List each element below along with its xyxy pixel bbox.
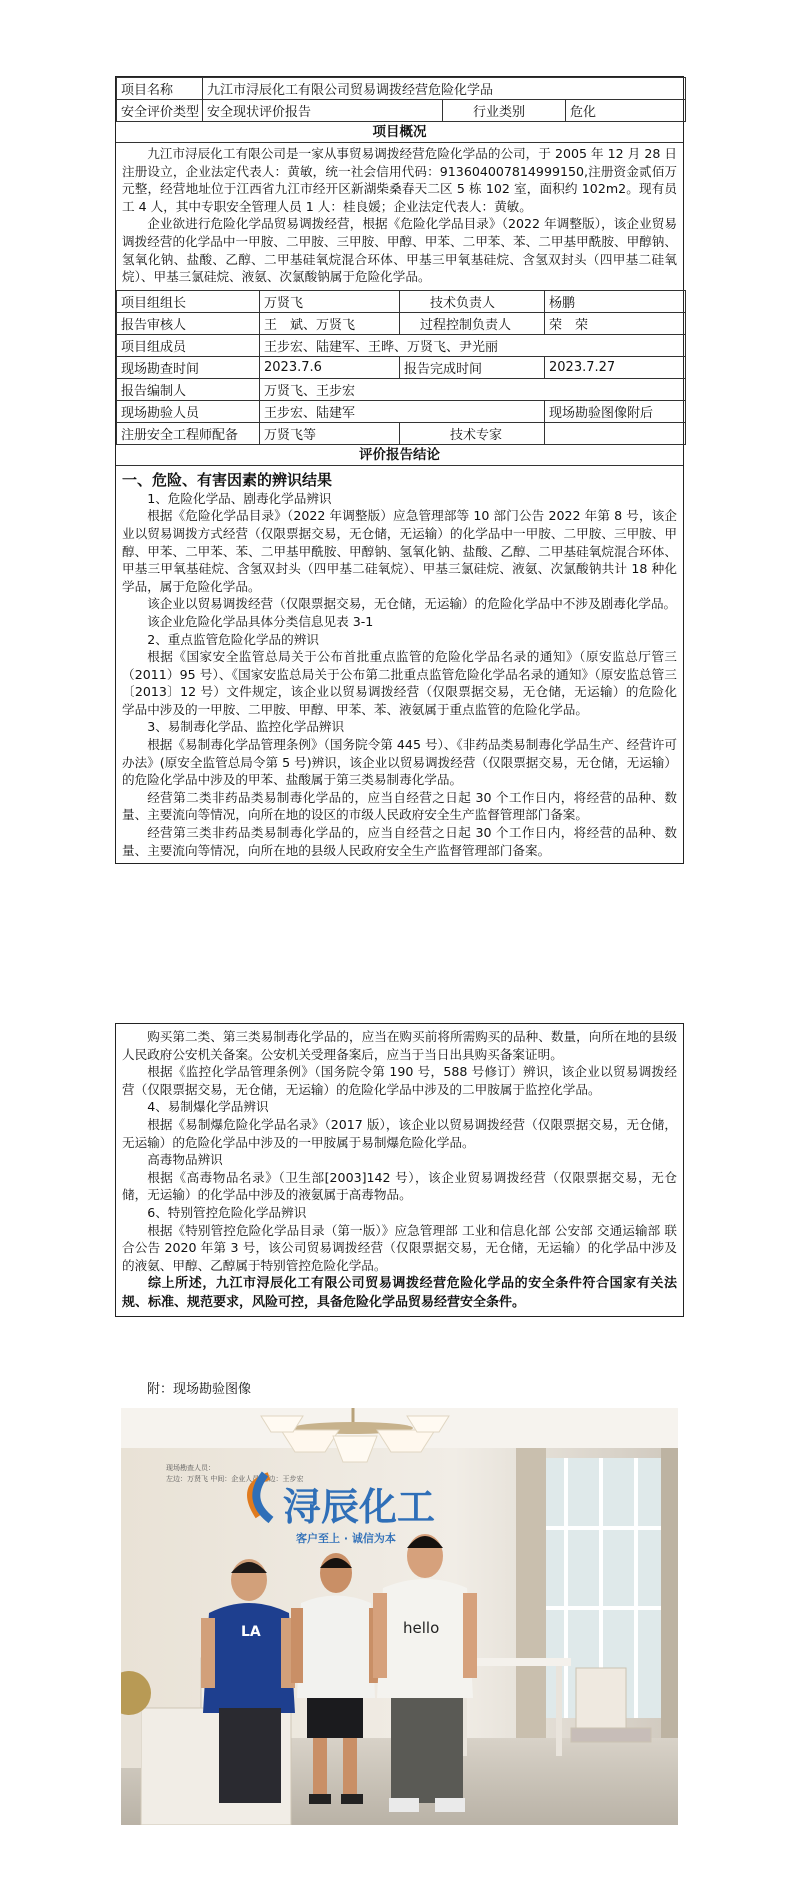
shirt-text: hello (403, 1619, 440, 1637)
inspector: 王步宏、陆建军 (260, 400, 545, 422)
author: 万贤飞、王步宏 (260, 378, 686, 400)
subheading: 2、重点监管危险化学品的辨识 (147, 631, 319, 647)
tech-label: 技术负责人 (400, 290, 545, 312)
conclusion-body (116, 466, 683, 863)
members: 王步宏、陆建军、王晔、万贤飞、尹光丽 (260, 334, 686, 356)
conclusion-paragraph: 根据《监控化学品管理条例》（国务院令第 190 号，588 号修订）辨识，该企业以贸易调拨经营（仅限票据交易，无仓储，无运输）的危险化学品中涉及的二甲胺属于监控化学品。 (122, 1064, 677, 1097)
continued-body (116, 1024, 683, 1316)
industry-label: 行业类别 (443, 100, 566, 122)
conclusion-paragraph: 根据《国家安全监管总局关于公布首批重点监管的危险化学品名录的通知》（原安监总厅管三（2011）95 号）、《国家安监总局关于公布第二批重点监管危险化学品名录的通知》（原安监总管三〔2013〕12 号）文件规定，该企业以贸易调拨经营（仅限票据交易，无仓储，无运输）的危险化学品中涉及的一甲胺、二甲胺、甲醇、甲苯、苯、液氨属于重点监管的危险化学品。 (122, 649, 677, 717)
project-name: 九江市浔辰化工有限公司贸易调拨经营危险化学品 (203, 78, 686, 100)
leader-label: 项目组组长 (117, 290, 260, 312)
photo-note: 现场勘验图像附后 (545, 400, 686, 422)
photo-caption-line-1: 现场勘查人员： (166, 1464, 215, 1472)
leader: 万贤飞 (260, 290, 400, 312)
conclusion-paragraph: 根据《危险化学品目录》（2022 年调整版）应急管理部等 10 部门公告 2022 年第 8 号，该企业以贸易调拨方式经营（仅限票据交易，无仓储，无运输）的化学品中一甲胺、二甲胺、三甲胺、甲醇、甲苯、二甲苯、苯、二甲基甲酰胺、甲醇钠、氢氧化钠、盐酸、乙醇、二甲基硅氧烷混合环体、甲基三甲氧基硅烷、含氢双封头（四甲基二硅氧烷）、甲基三氯硅烷、液氨、次氯酸钠共计 18 种化学品，属于危险化学品。 (122, 508, 677, 594)
report-sheet-2 (115, 1023, 684, 1317)
author-label: 报告编制人 (117, 378, 260, 400)
finish-time: 2023.7.27 (545, 356, 686, 378)
summary-paragraph: 综上所述，九江市浔辰化工有限公司贸易调拨经营危险化学品的安全条件符合国家有关法规、标准、规范要求，风险可控，具备危险化学品贸易经营安全条件。 (122, 1276, 677, 1311)
process: 荣 荣 (545, 312, 686, 334)
overview-paragraph: 企业欲进行危险化学品贸易调拨经营，根据《危险化学品目录》（2022 年调整版），该企业贸易调拨经营的化学品中一甲胺、二甲胺、三甲胺、甲醇、甲苯、二甲苯、苯、二甲基甲酰胺、甲醇钠、氢氧化钠、盐酸、乙醇、二甲基硅氧烷混合环体、甲基三甲氧基硅烷、含氢双封头（四甲基二硅氧烷）、甲基三氯硅烷、液氨、次氯酸钠属于危险化学品。 (122, 216, 677, 285)
expert (545, 422, 686, 444)
photo-caption-line-2: 左边：万贤飞 中间：企业人员 右边：王步宏 (166, 1475, 304, 1483)
subheading: 6、特别管控危险化学品辨识 (147, 1204, 307, 1220)
project-info-table (116, 77, 686, 122)
conclusion-paragraph: 根据《易制毒化学品管理条例》（国务院令第 445 号）、《非药品类易制毒化学品生产、经营许可办法》(原安全监管总局令第 5 号)辨识，该企业以贸易调拨经营（仅限票据交易，无仓储，无运输）的危险化学品中涉及的甲苯、盐酸属于第三类易制毒化学品。 (122, 737, 677, 788)
engineer: 万贤飞等 (260, 422, 400, 444)
conclusion-paragraph: 经营第三类非药品类易制毒化学品的，应当自经营之日起 30 个工作日内，将经营的品种、数量、主要流向等情况，向所在地的县级人民政府安全生产监督管理部门备案。 (122, 825, 677, 858)
conclusion-paragraph: 根据《高毒物品名录》（卫生部[2003]142 号），该企业贸易调拨经营（仅限票据交易，无仓储，无运输）的化学品中涉及的液氨属于高毒物品。 (122, 1169, 677, 1203)
conclusion-paragraph: 根据《特别管控危险化学品目录（第一版）》应急管理部 工业和信息化部 公安部 交通运输部 联合公告 2020 年第 3 号，该公司贸易调拨经营（仅限票据交易，无仓储，无运输）的化学品中涉及的液氨、甲醇、乙醇属于特别管控危险化学品。 (122, 1222, 677, 1273)
company-sign-text: 浔辰化工 (283, 1485, 436, 1529)
conclusion-paragraph: 根据《易制爆危险化学品名录》（2017 版），该企业以贸易调拨经营（仅限票据交易，无仓储，无运输）的危险化学品中涉及的一甲胺属于易制爆危险化学品。 (122, 1116, 677, 1150)
reviewer-label: 报告审核人 (117, 312, 260, 334)
expert-label: 技术专家 (400, 422, 545, 444)
overview-body (116, 143, 683, 290)
overview-paragraph: 九江市浔辰化工有限公司是一家从事贸易调拨经营危险化学品的公司，于 2005 年 12 月 28 日注册设立，企业法定代表人：黄敏，统一社会信用代码：913604007814999150,注册资金贰佰万元整，经营地址位于江西省九江市经开区新湖柴桑春天二区 5 栋 102 室，面积约 102m2。现有员工 4 人，其中专职安全管理人员 1 人：桂良媛；企业法定代表人：黄敏。 (122, 146, 677, 214)
conclusion-paragraph: 购买第二类、第三类易制毒化学品的，应当在购买前将所需购买的品种、数量，向所在地的县级人民政府公安机关备案。公安机关受理备案后，应当于当日出具购买备案证明。 (122, 1029, 677, 1062)
project-name-label: 项目名称 (117, 78, 203, 100)
engineer-label: 注册安全工程师配备 (117, 422, 260, 444)
appendix-label: 附：现场勘验图像 (147, 1382, 252, 1397)
overview-title: 项目概况 (116, 122, 683, 143)
subheading: 4、易制爆化学品辨识 (147, 1099, 269, 1115)
company-sign-subtitle: 客户至上 · 诚信为本 (296, 1532, 396, 1545)
site-inspection-photo (121, 1408, 678, 1825)
conclusion-paragraph: 经营第二类非药品类易制毒化学品的，应当自经营之日起 30 个工作日内，将经营的品种、数量、主要流向等情况，向所在地的设区的市级人民政府安全生产监督管理部门备案。 (122, 789, 677, 823)
eval-type-label: 安全评价类型 (117, 100, 203, 122)
finish-time-label: 报告完成时间 (400, 356, 545, 378)
eval-type: 安全现状评价报告 (203, 100, 443, 122)
inspector-label: 现场勘验人员 (117, 400, 260, 422)
reviewer: 王 斌、万贤飞 (260, 312, 400, 334)
conclusion-title: 评价报告结论 (116, 445, 683, 466)
subheading: 3、易制毒化学品、监控化学品辨识 (147, 719, 345, 735)
conclusion-paragraph: 该企业以贸易调拨经营（仅限票据交易，无仓储，无运输）的危险化学品中不涉及剧毒化学品。 (147, 596, 677, 612)
team-table (116, 290, 686, 445)
survey-time-label: 现场勘查时间 (117, 356, 260, 378)
report-sheet-1 (115, 76, 684, 864)
conclusion-heading: 一、危险、有害因素的辨识结果 (122, 470, 333, 489)
process-label: 过程控制负责人 (400, 312, 545, 334)
industry: 危化 (566, 100, 686, 122)
conclusion-paragraph: 该企业危险化学品具体分类信息见表 3-1 (147, 613, 374, 629)
members-label: 项目组成员 (117, 334, 260, 356)
subheading: 1、危险化学品、剧毒化学品辨识 (147, 490, 332, 506)
shirt-logo-text: LA (241, 1624, 261, 1640)
tech: 杨鹏 (545, 290, 686, 312)
survey-time: 2023.7.6 (260, 356, 400, 378)
subheading: 高毒物品辨识 (147, 1152, 223, 1168)
